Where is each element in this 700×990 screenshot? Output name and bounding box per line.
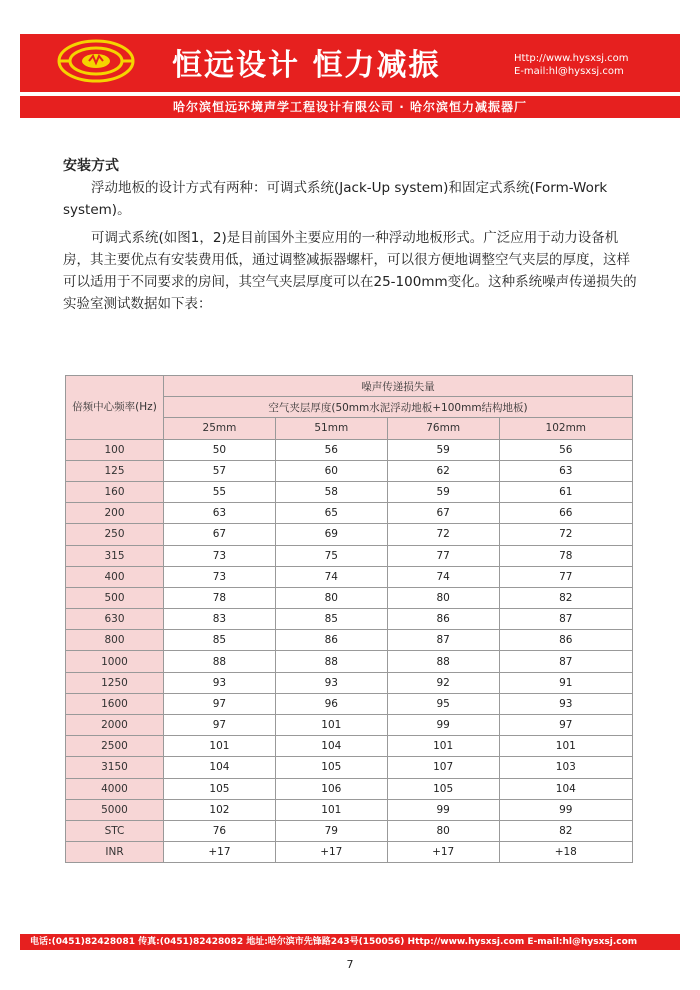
frequency-cell: 800	[66, 630, 164, 651]
company-name-bar: 哈尔滨恒远环境声学工程设计有限公司 · 哈尔滨恒力减振器厂	[20, 96, 680, 118]
loss-value-cell: 55	[164, 481, 276, 502]
column-header: 25mm	[164, 418, 276, 439]
loss-value-cell: 88	[275, 651, 387, 672]
frequency-cell: 500	[66, 587, 164, 608]
loss-value-cell: 82	[499, 820, 632, 841]
column-header: 76mm	[387, 418, 499, 439]
loss-value-cell: 61	[499, 481, 632, 502]
loss-value-cell: 66	[499, 503, 632, 524]
paragraph-2: 可调式系统(如图1，2)是目前国外主要应用的一种浮动地板形式。广泛应用于动力设备机房，其主要优点有安装费用低，通过调整减振器螺杆，可以很方便地调整空气夹层的厚度，这样可以适用于不同要求的房间，其空气夹层厚度可以在25-100mm变化。这种系统噪声传递损失的实验室测试数据如下表：	[63, 230, 637, 312]
frequency-cell: 1600	[66, 693, 164, 714]
loss-value-cell: 101	[499, 736, 632, 757]
loss-value-cell: 107	[387, 757, 499, 778]
loss-value-cell: 97	[499, 715, 632, 736]
frequency-cell: 125	[66, 460, 164, 481]
loss-value-cell: 87	[387, 630, 499, 651]
table-row	[66, 757, 633, 778]
loss-value-cell: 105	[387, 778, 499, 799]
loss-value-cell: 69	[275, 524, 387, 545]
page-number: 7	[346, 958, 354, 971]
loss-value-cell: 67	[164, 524, 276, 545]
table-row	[66, 566, 633, 587]
loss-value-cell: 72	[499, 524, 632, 545]
company-logo-icon	[56, 38, 136, 84]
loss-value-cell: 101	[275, 715, 387, 736]
loss-value-cell: 91	[499, 672, 632, 693]
loss-value-cell: 104	[275, 736, 387, 757]
loss-value-cell: 57	[164, 460, 276, 481]
table-row	[66, 778, 633, 799]
loss-value-cell: 86	[499, 630, 632, 651]
header-email[interactable]: E-mail:hl@hysxsj.com	[514, 66, 624, 77]
loss-value-cell: 77	[499, 566, 632, 587]
loss-value-cell: 88	[164, 651, 276, 672]
frequency-cell: 630	[66, 609, 164, 630]
loss-value-cell: 101	[275, 799, 387, 820]
header-banner	[20, 34, 680, 92]
frequency-cell: STC	[66, 820, 164, 841]
loss-value-cell: 97	[164, 693, 276, 714]
loss-value-cell: 99	[387, 715, 499, 736]
loss-value-cell: 101	[387, 736, 499, 757]
loss-value-cell: 74	[387, 566, 499, 587]
column-header: 51mm	[275, 418, 387, 439]
loss-value-cell: 50	[164, 439, 276, 460]
loss-value-cell: 106	[275, 778, 387, 799]
header-contact	[514, 52, 629, 78]
frequency-cell: 1000	[66, 651, 164, 672]
loss-value-cell: 80	[387, 820, 499, 841]
header-url[interactable]: Http://www.hysxsj.com	[514, 53, 629, 64]
loss-value-cell: 56	[499, 439, 632, 460]
loss-value-cell: 86	[275, 630, 387, 651]
frequency-cell: 3150	[66, 757, 164, 778]
loss-value-cell: 56	[275, 439, 387, 460]
loss-value-cell: 105	[275, 757, 387, 778]
table-row	[66, 842, 633, 863]
loss-value-cell: 96	[275, 693, 387, 714]
loss-value-cell: 93	[164, 672, 276, 693]
loss-value-cell: +18	[499, 842, 632, 863]
freq-column-header: 倍频中心频率(Hz)	[66, 376, 164, 440]
table-row	[66, 799, 633, 820]
loss-value-cell: +17	[387, 842, 499, 863]
loss-value-cell: 104	[499, 778, 632, 799]
frequency-cell: 2500	[66, 736, 164, 757]
loss-value-cell: 72	[387, 524, 499, 545]
loss-value-cell: 104	[164, 757, 276, 778]
table-row	[66, 524, 633, 545]
frequency-cell: 200	[66, 503, 164, 524]
loss-value-cell: 58	[275, 481, 387, 502]
loss-value-cell: 92	[387, 672, 499, 693]
loss-value-cell: 73	[164, 545, 276, 566]
loss-value-cell: 59	[387, 481, 499, 502]
loss-value-cell: 78	[499, 545, 632, 566]
section-title: 安装方式	[63, 158, 119, 174]
table-row	[66, 736, 633, 757]
footer-contact-bar: 电话:(0451)82428081 传真:(0451)82428082 地址:哈尔滨市先锋路243号(150056) Http://www.hysxsj.com E-mail:hl@hysxsj.com	[20, 934, 680, 950]
loss-value-cell: 87	[499, 609, 632, 630]
loss-value-cell: 75	[275, 545, 387, 566]
table-row	[66, 460, 633, 481]
frequency-cell: 315	[66, 545, 164, 566]
loss-value-cell: +17	[275, 842, 387, 863]
table-row	[66, 609, 633, 630]
table-row	[66, 820, 633, 841]
loss-value-cell: 73	[164, 566, 276, 587]
loss-value-cell: 77	[387, 545, 499, 566]
air-gap-header: 空气夹层厚度(50mm水泥浮动地板+100mm结构地板)	[164, 397, 633, 418]
loss-value-cell: 78	[164, 587, 276, 608]
loss-value-cell: 93	[275, 672, 387, 693]
loss-value-cell: 85	[275, 609, 387, 630]
loss-value-cell: +17	[164, 842, 276, 863]
brand-slogan: 恒远设计 恒力减振	[172, 48, 441, 83]
transmission-loss-table	[65, 375, 633, 863]
loss-value-cell: 76	[164, 820, 276, 841]
loss-value-cell: 85	[164, 630, 276, 651]
loss-value-cell: 79	[275, 820, 387, 841]
table-row	[66, 630, 633, 651]
table-row	[66, 439, 633, 460]
loss-value-cell: 65	[275, 503, 387, 524]
loss-value-cell: 83	[164, 609, 276, 630]
loss-value-cell: 88	[387, 651, 499, 672]
loss-value-cell: 82	[499, 587, 632, 608]
loss-value-cell: 60	[275, 460, 387, 481]
frequency-cell: 250	[66, 524, 164, 545]
table-row	[66, 587, 633, 608]
loss-value-cell: 74	[275, 566, 387, 587]
group-header: 噪声传递损失量	[164, 376, 633, 397]
loss-value-cell: 62	[387, 460, 499, 481]
loss-value-cell: 67	[387, 503, 499, 524]
table-header-row	[66, 376, 633, 397]
loss-value-cell: 86	[387, 609, 499, 630]
table-row	[66, 481, 633, 502]
loss-value-cell: 80	[275, 587, 387, 608]
loss-value-cell: 102	[164, 799, 276, 820]
column-header: 102mm	[499, 418, 632, 439]
loss-value-cell: 99	[499, 799, 632, 820]
table-row	[66, 651, 633, 672]
loss-value-cell: 99	[387, 799, 499, 820]
frequency-cell: INR	[66, 842, 164, 863]
table-row	[66, 715, 633, 736]
loss-value-cell: 87	[499, 651, 632, 672]
table-row	[66, 545, 633, 566]
frequency-cell: 2000	[66, 715, 164, 736]
loss-value-cell: 101	[164, 736, 276, 757]
loss-value-cell: 59	[387, 439, 499, 460]
loss-value-cell: 63	[499, 460, 632, 481]
paragraph-1: 浮动地板的设计方式有两种：可调式系统(Jack-Up system)和固定式系统(Form-Work system)。	[63, 180, 608, 218]
loss-value-cell: 93	[499, 693, 632, 714]
frequency-cell: 100	[66, 439, 164, 460]
table-row	[66, 503, 633, 524]
frequency-cell: 400	[66, 566, 164, 587]
frequency-cell: 160	[66, 481, 164, 502]
loss-value-cell: 63	[164, 503, 276, 524]
loss-value-cell: 95	[387, 693, 499, 714]
frequency-cell: 1250	[66, 672, 164, 693]
loss-value-cell: 97	[164, 715, 276, 736]
frequency-cell: 4000	[66, 778, 164, 799]
table-row	[66, 672, 633, 693]
table-row	[66, 693, 633, 714]
loss-value-cell: 80	[387, 587, 499, 608]
loss-value-cell: 103	[499, 757, 632, 778]
loss-value-cell: 105	[164, 778, 276, 799]
frequency-cell: 5000	[66, 799, 164, 820]
